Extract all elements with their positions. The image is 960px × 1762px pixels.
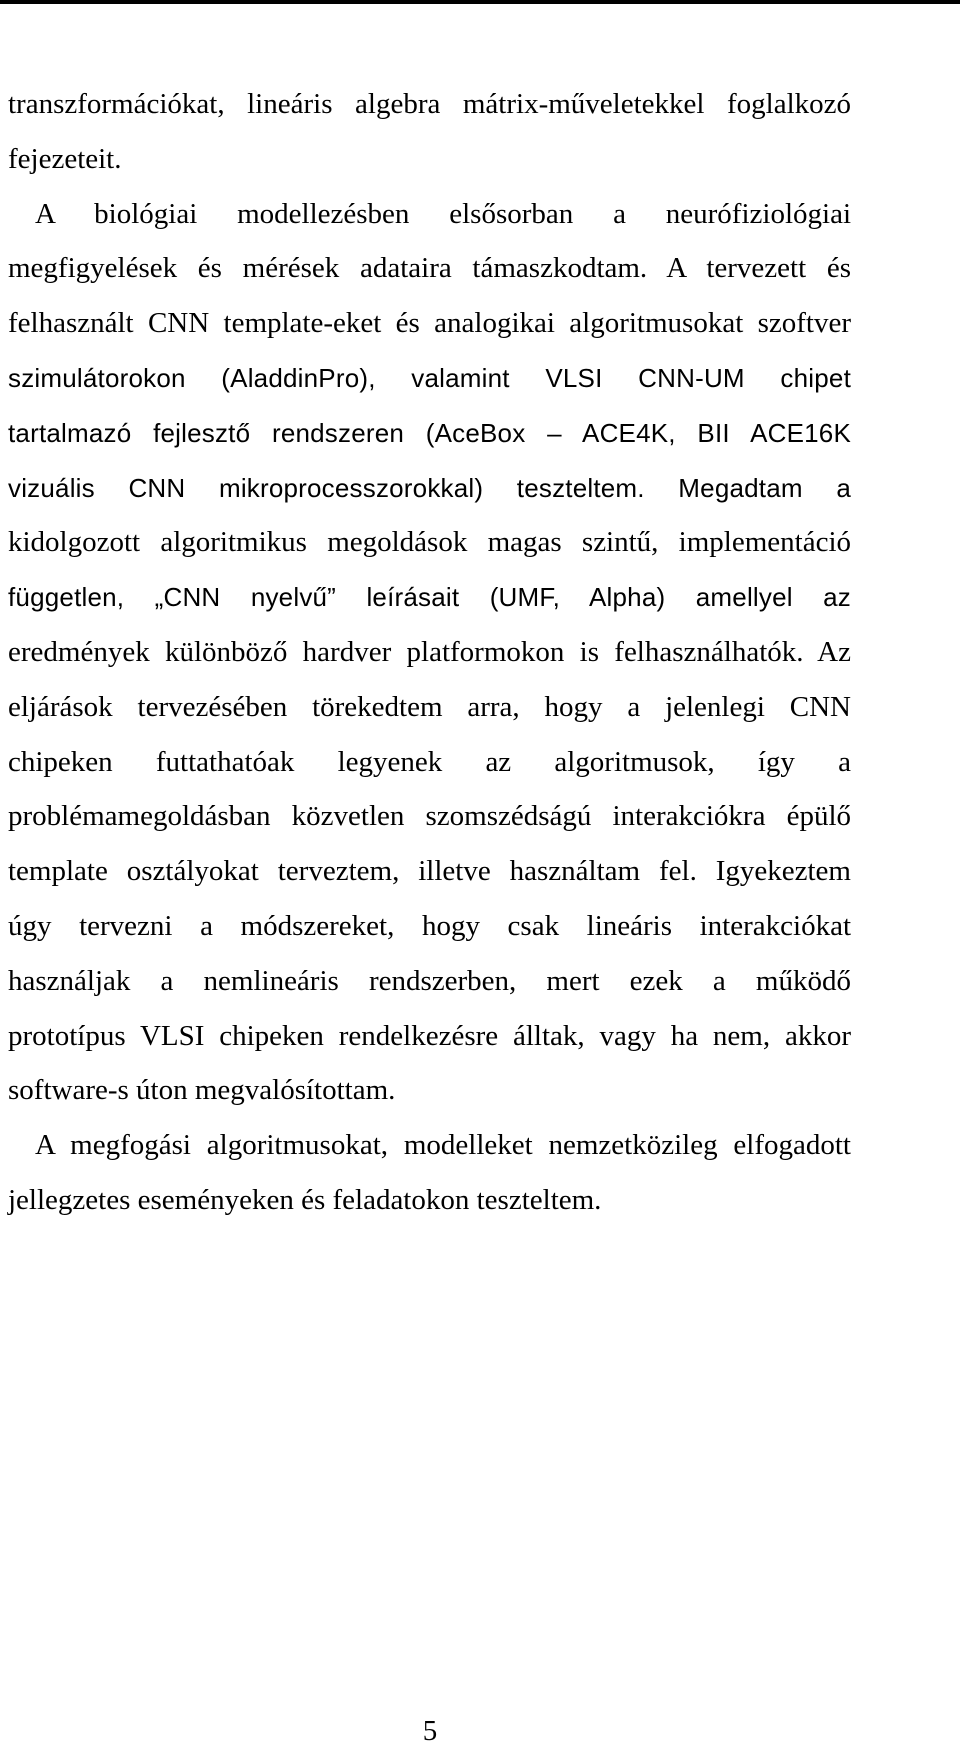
text-line: szimulátorokon (AladdinPro), valamint VLSI CNN-UM chipet: [8, 362, 851, 393]
text-line: független, „CNN nyelvű” leírásait (UMF, Alpha) amellyel az: [8, 582, 851, 613]
text-line: fejezeteit.: [8, 142, 122, 175]
text-line: chipeken futtathatóak legyenek az algoritmusok, így a: [8, 745, 851, 778]
text-line: problémamegoldásban közvetlen szomszédságú interakciókra épülő: [8, 800, 851, 833]
text-line: használjak a nemlineáris rendszerben, mert ezek a működő: [8, 964, 851, 997]
text-line: jellegzetes eseményeken és feladatokon teszteltem.: [8, 1183, 602, 1216]
text-line: felhasznált CNN template-eket és analogikai algoritmusokat szoftver: [8, 307, 851, 340]
text-line: tartalmazó fejlesztő rendszeren (AceBox – ACE4K, BII ACE16K: [8, 417, 851, 448]
body-text: [8, 77, 851, 1228]
text-line: transzformációkat, lineáris algebra mátrix-műveletekkel foglalkozó: [8, 88, 851, 120]
text-line: eredmények különböző hardver platformokon is felhasználhatók. Az: [8, 635, 851, 668]
text-line: eljárások tervezésében törekedtem arra, hogy a jelenlegi CNN: [8, 690, 851, 723]
text-line: A megfogási algoritmusokat, modelleket nemzetközileg elfogadott: [35, 1129, 851, 1162]
text-line: megfigyelések és mérések adataira támaszkodtam. A tervezett és: [8, 252, 851, 285]
text-line: A biológiai modellezésben elsősorban a neurófiziológiai: [35, 197, 851, 230]
page-number: 5: [422, 1715, 438, 1747]
text-line: kidolgozott algoritmikus megoldások magas szintű, implementáció: [8, 526, 851, 559]
top-rule: [0, 0, 960, 4]
text-line: vizuális CNN mikroprocesszorokkal) teszteltem. Megadtam a: [8, 472, 851, 503]
text-line: prototípus VLSI chipeken rendelkezésre álltak, vagy ha nem, akkor: [8, 1019, 851, 1052]
text-line: software-s úton megvalósítottam.: [8, 1074, 396, 1107]
text-line: template osztályokat terveztem, illetve használtam fel. Igyekeztem: [8, 855, 851, 888]
text-line: úgy tervezni a módszereket, hogy csak lineáris interakciókat: [8, 909, 851, 942]
